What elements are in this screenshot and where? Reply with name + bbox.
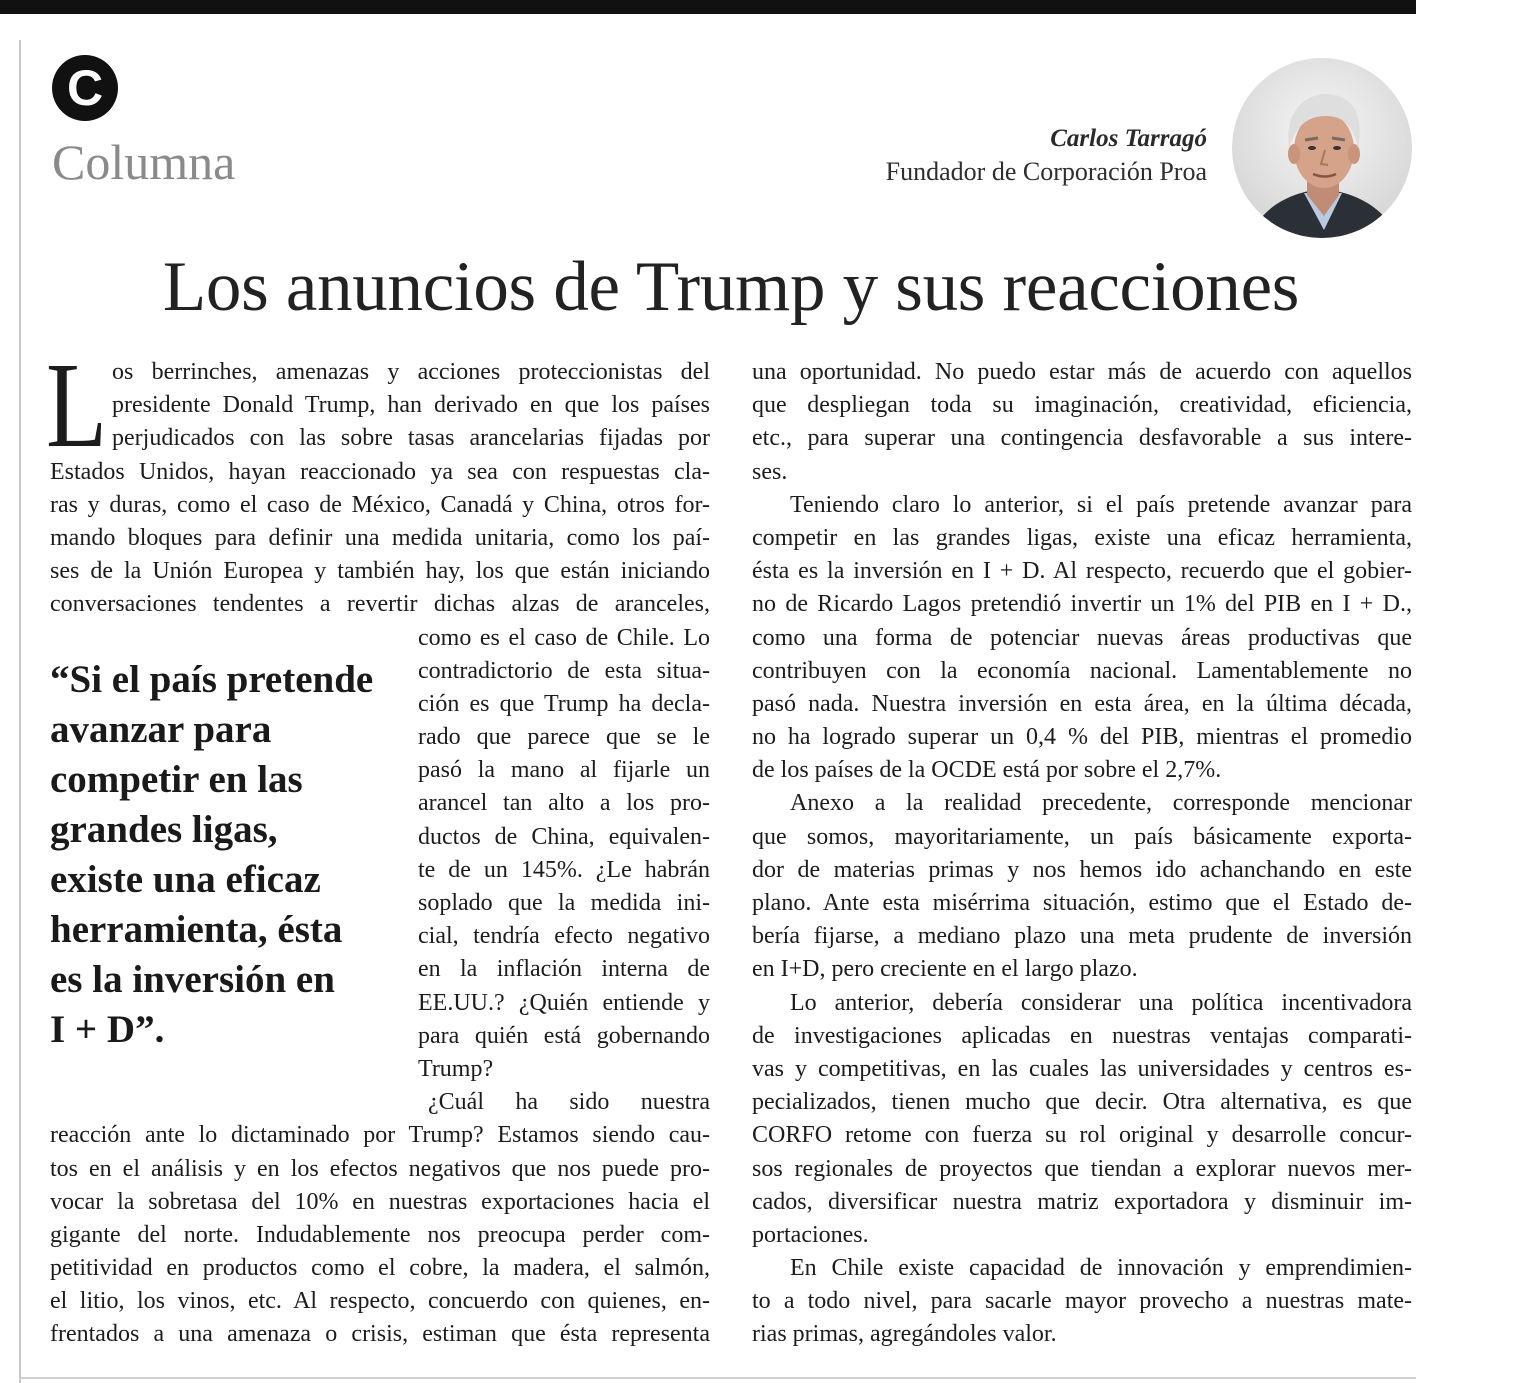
right-column-line: cados, diversificar nuestra matriz exportadora y disminuir im- — [752, 1188, 1412, 1215]
pull-quote-line: es la inversión en — [50, 958, 335, 1001]
left-column-line: reacción ante lo dictaminado por Trump? Estamos siendo cau- — [50, 1122, 710, 1149]
right-column — [752, 356, 1412, 1352]
left-column-line: en la inflación interna de — [418, 956, 710, 983]
left-column-line: pasó la mano al fijarle un — [418, 757, 710, 784]
right-column-line: que despliegan toda su imaginación, creatividad, eficiencia, — [752, 392, 1412, 419]
right-column-line: dor de materias primas y nos hemos ido achanchando en este — [752, 856, 1412, 883]
top-rule — [0, 0, 1416, 14]
left-column-line: te de un 145%. ¿Le habrán — [418, 856, 710, 883]
drop-cap: L — [46, 338, 108, 473]
left-column-line: frentados a una amenaza o crisis, estiman que ésta representa — [50, 1321, 710, 1348]
pull-quote-line: “Si el país pretende — [50, 658, 374, 701]
right-column-line: ses. — [752, 458, 788, 485]
right-column-line: vas y competitivas, en las cuales las universidades y centros es- — [752, 1055, 1412, 1082]
bottom-rule — [20, 1377, 1416, 1379]
left-column-line: cial, tendría efecto negativo — [418, 923, 710, 950]
right-column-line: CORFO retome con fuerza su rol original y desarrolle concur- — [752, 1122, 1412, 1149]
right-column-line: ésta es la inversión en I + D. Al respecto, recuerdo que el gobier- — [752, 558, 1412, 585]
left-column-line: rado que parece que se le — [418, 724, 710, 751]
left-column-line: gigante del norte. Indudablemente nos preocupa perder com- — [50, 1221, 710, 1248]
pull-quote-line: avanzar para — [50, 708, 272, 751]
author-name: Carlos Tarragó — [1050, 125, 1207, 152]
right-column-line: sos regionales de proyectos que tiendan a explorar nuevos mer- — [752, 1155, 1412, 1182]
left-column-line: Trump? — [418, 1055, 494, 1082]
right-column-line: bería fijarse, a mediano plazo una meta prudente de inversión — [752, 923, 1412, 950]
left-column-line: perjudicados con las sobre tasas arancelarias fijadas por — [112, 425, 710, 452]
left-column-line: arancel tan alto a los pro- — [418, 790, 710, 817]
right-column-line: Lo anterior, debería considerar una política incentivadora — [790, 989, 1412, 1016]
left-column-line: tos en el análisis y en los efectos negativos que nos puede pro- — [50, 1155, 710, 1182]
right-column-line: pecializados, tienen mucho que decir. Otra alternativa, es que — [752, 1089, 1412, 1116]
left-rule — [19, 40, 21, 1383]
left-column-line: para quién está gobernando — [418, 1022, 710, 1049]
left-column-line: petitividad en productos como el cobre, la madera, el salmón, — [50, 1255, 710, 1282]
left-column-line: os berrinches, amenazas y acciones proteccionistas del — [112, 359, 710, 385]
pull-quote-line: competir en las — [50, 758, 303, 801]
right-column-line: En Chile existe capacidad de innovación y emprendimien- — [790, 1255, 1412, 1282]
left-column-line: ción es que Trump ha decla- — [418, 690, 710, 717]
right-column-line: plano. Ante esta misérrima situación, estimo que el Estado de- — [752, 890, 1412, 916]
right-column-line: de los países de la OCDE está por sobre el 2,7%. — [752, 757, 1222, 784]
right-column-line: de investigaciones aplicadas en nuestras ventajas comparati- — [752, 1022, 1412, 1049]
article-title: Los anuncios de Trump y sus reacciones — [162, 248, 1300, 326]
right-column-line: pasó nada. Nuestra inversión en esta área, en la última década, — [752, 690, 1412, 717]
left-column-line: como es el caso de Chile. Lo — [418, 624, 710, 651]
right-column-line: no de Ricardo Lagos pretendió invertir un 1% del PIB en I + D., — [752, 591, 1412, 618]
right-column-line: to a todo nivel, para sacarle mayor provecho a nuestras mate- — [752, 1288, 1412, 1315]
section-label: Columna — [52, 134, 236, 190]
left-column-line: soplado que la medida ini- — [418, 890, 710, 916]
right-column-line: etc., para superar una contingencia desfavorable a sus intere- — [752, 425, 1412, 452]
pull-quote-line: existe una eficaz — [50, 858, 321, 901]
left-column-line: el litio, los vinos, etc. Al respecto, concuerdo con quienes, en- — [50, 1288, 710, 1315]
pull-quote-line: grandes ligas, — [50, 808, 278, 851]
left-column-line: ses de la Unión Europea y también hay, los que están iniciando — [50, 558, 710, 585]
right-column-line: contribuyen con la economía nacional. Lamentablemente no — [752, 657, 1412, 684]
left-column-line: vocar la sobretasa del 10% en nuestras exportaciones hacia el — [50, 1188, 710, 1215]
left-column-line: ras y duras, como el caso de México, Canadá y China, otros for- — [50, 491, 710, 518]
pull-quote-line: herramienta, ésta — [50, 908, 343, 951]
right-column-line: no ha logrado superar un 0,4 % del PIB, mientras el promedio — [752, 724, 1412, 751]
right-column-line: portaciones. — [752, 1221, 869, 1248]
left-column-line: ¿Cuál ha sido nuestra — [428, 1089, 710, 1116]
left-column-line: contradictorio de esta situa- — [418, 657, 710, 684]
section-badge-letter: C — [66, 60, 104, 116]
right-column-line: competir en las grandes ligas, existe una eficaz herramienta, — [752, 524, 1412, 551]
right-column-line: como una forma de potenciar nuevas áreas productivas que — [752, 624, 1412, 651]
left-column-line: presidente Donald Trump, han derivado en que los países — [112, 392, 710, 419]
author-role: Fundador de Corporación Proa — [885, 157, 1207, 186]
right-column-line: en I+D, pero creciente en el largo plazo. — [752, 956, 1138, 983]
author-photo — [1232, 58, 1412, 238]
left-column-line: EE.UU.? ¿Quién entiende y — [418, 989, 710, 1016]
left-column-line: Estados Unidos, hayan reaccionado ya sea con respuestas cla- — [50, 458, 710, 485]
right-column-line: Teniendo claro lo anterior, si el país pretende avanzar para — [790, 491, 1412, 518]
left-column-line: conversaciones tendentes a revertir dichas alzas de aranceles, — [50, 591, 710, 618]
right-column-line: una oportunidad. No puedo estar más de acuerdo con aquellos — [752, 359, 1412, 385]
pull-quote-line: I + D”. — [50, 1008, 165, 1051]
left-column-line: ductos de China, equivalen- — [418, 823, 710, 850]
right-column-line: rias primas, agregándoles valor. — [752, 1321, 1057, 1348]
right-column-line: Anexo a la realidad precedente, corresponde mencionar — [790, 790, 1412, 817]
right-column-line: que somos, mayoritariamente, un país básicamente exporta- — [752, 823, 1412, 850]
left-column-line: mando bloques para definir una medida unitaria, como los paí- — [50, 524, 710, 551]
section-badge — [52, 55, 118, 121]
pull-quote — [50, 655, 410, 1055]
